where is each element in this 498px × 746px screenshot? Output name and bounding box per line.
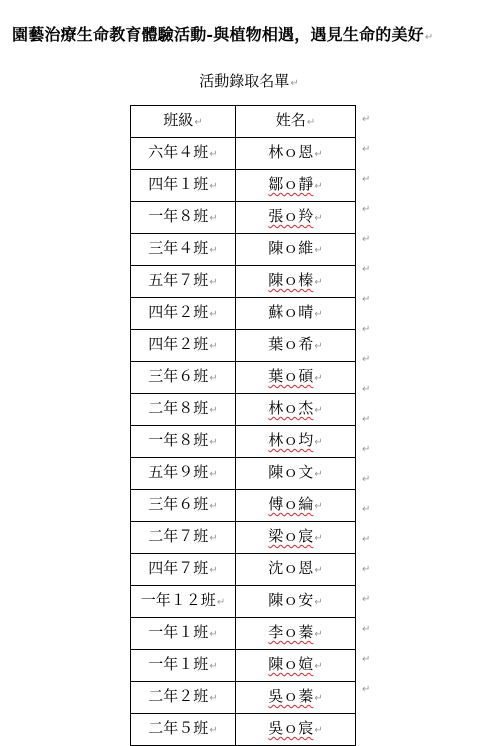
paragraph-mark-icon: ↵: [290, 78, 299, 89]
row-end-mark-icon: ↵: [362, 294, 371, 305]
row-end-mark-icon: ↵: [362, 324, 371, 335]
row-end-mark-icon: ↵: [362, 204, 371, 215]
cell-mark-icon: ↵: [209, 149, 218, 160]
cell-mark-icon: ↵: [209, 629, 218, 640]
row-end-mark-icon: ↵: [362, 654, 371, 665]
document-title: 園藝治療生命教育體驗活動-與植物相遇，遇見生命的美好↵: [12, 25, 434, 44]
name-cell: 葉ｏ碩↵: [236, 362, 356, 394]
class-cell: 五年９班↵: [131, 458, 236, 490]
table-row: [131, 394, 356, 426]
cell-mark-icon: ↵: [314, 245, 323, 256]
name-cell: 林ｏ杰↵: [236, 394, 356, 426]
name-cell: 吳ｏ蓁↵: [236, 682, 356, 714]
cell-mark-icon: ↵: [314, 565, 323, 576]
class-cell: 一年８班↵: [131, 426, 236, 458]
row-end-mark-icon: ↵: [362, 234, 371, 245]
cell-mark-icon: ↵: [209, 533, 218, 544]
class-cell: 二年８班↵: [131, 394, 236, 426]
row-end-mark-icon: ↵: [362, 504, 371, 515]
cell-mark-icon: ↵: [209, 213, 218, 224]
row-end-mark-icon: ↵: [362, 384, 371, 395]
row-end-mark-icon: ↵: [362, 684, 371, 695]
cell-mark-icon: ↵: [209, 661, 218, 672]
paragraph-mark-icon: ↵: [424, 32, 434, 43]
table-row: [131, 426, 356, 458]
name-cell: 傅ｏ綸↵: [236, 490, 356, 522]
table-header-row: [131, 106, 356, 138]
cell-mark-icon: ↵: [314, 213, 323, 224]
table-row: [131, 266, 356, 298]
cell-mark-icon: ↵: [314, 725, 323, 736]
name-cell: 葉ｏ希↵: [236, 330, 356, 362]
class-cell: 五年７班↵: [131, 266, 236, 298]
cell-mark-icon: ↵: [209, 725, 218, 736]
cell-mark-icon: ↵: [314, 693, 323, 704]
row-end-mark-icon: ↵: [362, 264, 371, 275]
class-cell: 四年１班↵: [131, 170, 236, 202]
cell-mark-icon: ↵: [209, 469, 218, 480]
class-cell: 二年２班↵: [131, 682, 236, 714]
cell-mark-icon: ↵: [314, 149, 323, 160]
table-row: [131, 202, 356, 234]
cell-mark-icon: ↵: [314, 661, 323, 672]
class-cell: 四年７班↵: [131, 554, 236, 586]
cell-mark-icon: ↵: [314, 309, 323, 320]
name-cell: 李ｏ蓁↵: [236, 618, 356, 650]
name-cell: 林ｏ均↵: [236, 426, 356, 458]
table-row: [131, 618, 356, 650]
table-row: [131, 170, 356, 202]
class-cell: 二年５班↵: [131, 714, 236, 746]
table-row: [131, 298, 356, 330]
class-cell: 一年１班↵: [131, 618, 236, 650]
cell-mark-icon: ↵: [209, 341, 218, 352]
name-cell: 陳ｏ媗↵: [236, 650, 356, 682]
table-row: [131, 458, 356, 490]
cell-mark-icon: ↵: [209, 693, 218, 704]
name-cell: 吳ｏ宸↵: [236, 714, 356, 746]
row-end-mark-icon: ↵: [362, 144, 371, 155]
column-header-class: 班級↵: [131, 106, 236, 138]
class-cell: 一年１２班↵: [131, 586, 236, 618]
column-header-name: 姓名↵: [236, 106, 356, 138]
cell-mark-icon: ↵: [314, 501, 323, 512]
name-cell: 陳ｏ安↵: [236, 586, 356, 618]
cell-mark-icon: ↵: [209, 181, 218, 192]
cell-mark-icon: ↵: [194, 117, 203, 128]
name-cell: 陳ｏ榛↵: [236, 266, 356, 298]
cell-mark-icon: ↵: [314, 469, 323, 480]
cell-mark-icon: ↵: [314, 597, 323, 608]
cell-mark-icon: ↵: [209, 437, 218, 448]
cell-mark-icon: ↵: [314, 533, 323, 544]
table-row: [131, 330, 356, 362]
row-end-mark-icon: ↵: [362, 174, 371, 185]
cell-mark-icon: ↵: [216, 597, 226, 608]
document-subtitle: 活動錄取名單↵: [199, 72, 299, 90]
cell-mark-icon: ↵: [314, 277, 323, 288]
cell-mark-icon: ↵: [314, 341, 323, 352]
row-end-mark-icon: ↵: [362, 624, 371, 635]
table-row: [131, 522, 356, 554]
table-row: [131, 714, 356, 746]
table-row: [131, 362, 356, 394]
class-cell: 三年４班↵: [131, 234, 236, 266]
row-end-mark-icon: ↵: [362, 414, 371, 425]
cell-mark-icon: ↵: [209, 309, 218, 320]
cell-mark-icon: ↵: [209, 245, 218, 256]
class-cell: 三年６班↵: [131, 362, 236, 394]
table-row: [131, 586, 356, 618]
class-cell: 一年１班↵: [131, 650, 236, 682]
table-row: [131, 234, 356, 266]
class-cell: 四年２班↵: [131, 298, 236, 330]
table-row: [131, 490, 356, 522]
cell-mark-icon: ↵: [209, 501, 218, 512]
row-end-mark-icon: ↵: [362, 564, 371, 575]
cell-mark-icon: ↵: [314, 405, 323, 416]
table-row: [131, 554, 356, 586]
name-cell: 蘇ｏ晴↵: [236, 298, 356, 330]
row-end-mark-icon: ↵: [362, 444, 371, 455]
name-cell: 張ｏ羚↵: [236, 202, 356, 234]
name-cell: 沈ｏ恩↵: [236, 554, 356, 586]
name-cell: 陳ｏ維↵: [236, 234, 356, 266]
name-cell: 梁ｏ宸↵: [236, 522, 356, 554]
cell-mark-icon: ↵: [209, 373, 218, 384]
row-end-mark-icon: ↵: [362, 114, 371, 125]
name-cell: 陳ｏ文↵: [236, 458, 356, 490]
class-cell: 四年２班↵: [131, 330, 236, 362]
table-row: [131, 650, 356, 682]
table-row: [131, 682, 356, 714]
cell-mark-icon: ↵: [314, 373, 323, 384]
row-end-mark-icon: ↵: [362, 594, 371, 605]
name-cell: 鄒ｏ靜↵: [236, 170, 356, 202]
cell-mark-icon: ↵: [209, 277, 218, 288]
class-cell: 六年４班↵: [131, 138, 236, 170]
table-body: [131, 138, 356, 746]
cell-mark-icon: ↵: [209, 405, 218, 416]
cell-mark-icon: ↵: [209, 565, 218, 576]
row-end-mark-icon: ↵: [362, 354, 371, 365]
class-cell: 三年６班↵: [131, 490, 236, 522]
name-cell: 林ｏ恩↵: [236, 138, 356, 170]
cell-mark-icon: ↵: [306, 117, 316, 128]
class-cell: 二年７班↵: [131, 522, 236, 554]
table-row: [131, 138, 356, 170]
admission-table: [130, 105, 356, 746]
cell-mark-icon: ↵: [314, 181, 323, 192]
cell-mark-icon: ↵: [314, 437, 323, 448]
class-cell: 一年８班↵: [131, 202, 236, 234]
row-end-mark-icon: ↵: [362, 534, 371, 545]
row-end-mark-icon: ↵: [362, 474, 371, 485]
cell-mark-icon: ↵: [314, 629, 323, 640]
